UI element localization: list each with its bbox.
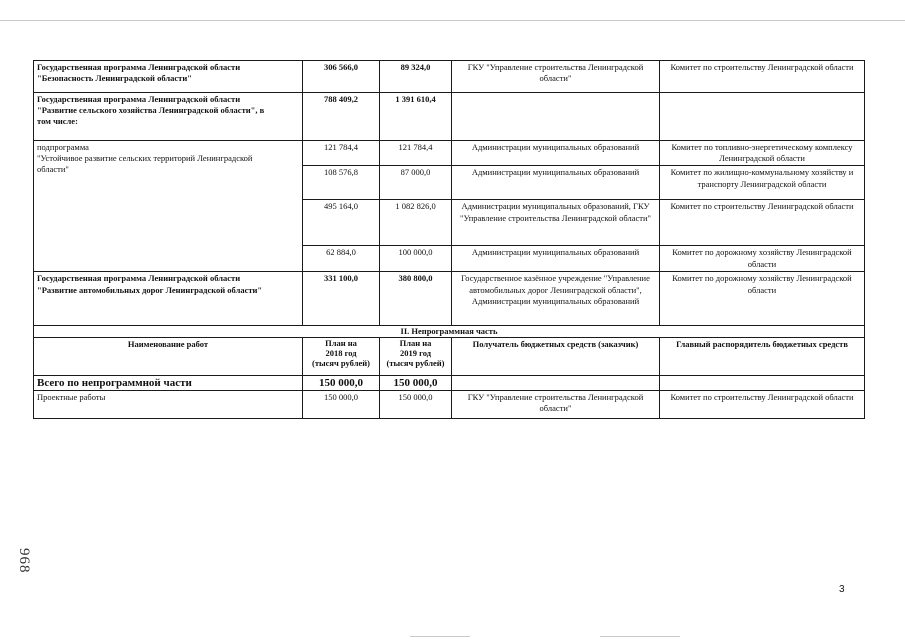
- program-name-line: Государственная программа Ленинградской области: [37, 62, 241, 72]
- plan-2019-cell: 150 000,0: [380, 391, 452, 419]
- plan-2019-cell: 121 784,4: [380, 141, 452, 166]
- total-plan-2018: 150 000,0: [303, 376, 380, 391]
- header-line: (тысяч рублей): [312, 358, 370, 369]
- budget-table: [33, 60, 865, 419]
- header-line: План на: [325, 338, 357, 349]
- side-stamp-number: 968: [16, 548, 32, 574]
- table-row: [34, 93, 865, 141]
- total-row: [34, 376, 865, 391]
- program-name-line: Государственная программа Ленинградской области: [37, 94, 241, 104]
- header-manager: Главный распорядитель бюджетных средств: [660, 338, 865, 376]
- manager-cell: Комитет по дорожному хозяйству Ленинградской области: [660, 246, 865, 272]
- recipient-cell: Государственное казённое учреждение "Управление автомобильных дорог Ленинградской области", Администрации муниципальных образований: [452, 272, 660, 326]
- header-line: (тысяч рублей): [386, 358, 445, 369]
- recipient-cell: ГКУ "Управление строительства Ленинградской области": [452, 61, 660, 93]
- plan-2018-cell: 150 000,0: [303, 391, 380, 419]
- manager-cell: Комитет по строительству Ленинградской области: [660, 391, 865, 419]
- subprogram-name-line: "Устойчивое развитие сельских территорий Ленинградской: [37, 153, 253, 164]
- manager-cell: Комитет по топливно-энергетическому комплексу Ленинградской области: [660, 141, 865, 166]
- program-name-cell: [34, 93, 303, 141]
- header-plan-2018: [303, 338, 380, 376]
- manager-cell: Комитет по жилищно-коммунальному хозяйству и транспорту Ленинградской области: [660, 166, 865, 200]
- header-line: 2019 год: [399, 348, 432, 359]
- project-name-cell: Проектные работы: [34, 391, 303, 419]
- program-name-line: "Развитие автомобильных дорог Ленинградской области": [37, 284, 263, 295]
- scan-artifact: [410, 636, 470, 637]
- plan-2018-cell: 306 566,0: [303, 61, 380, 93]
- scan-artifact: [600, 636, 680, 637]
- table-row: [34, 391, 865, 419]
- total-plan-2019: 150 000,0: [380, 376, 452, 391]
- plan-2018-cell: 788 409,2: [303, 93, 380, 141]
- page-number: 3: [839, 584, 845, 595]
- program-name-line: Государственная программа Ленинградской области: [37, 273, 241, 284]
- plan-2019-cell: 1 082 826,0: [380, 200, 452, 246]
- table-row: [34, 272, 865, 326]
- section-row: [34, 326, 865, 338]
- header-line: 2018 год: [325, 348, 357, 359]
- header-line: План на: [399, 338, 432, 349]
- manager-cell: Комитет по дорожному хозяйству Ленинградской области: [660, 272, 865, 326]
- plan-2018-cell: 495 164,0: [303, 200, 380, 246]
- plan-2018-cell: 331 100,0: [303, 272, 380, 326]
- manager-cell: Комитет по строительству Ленинградской области: [660, 200, 865, 246]
- plan-2019-cell: 87 000,0: [380, 166, 452, 200]
- subprogram-name-line: области": [37, 164, 69, 175]
- manager-cell: Комитет по строительству Ленинградской области: [660, 61, 865, 93]
- plan-2018-cell: 62 884,0: [303, 246, 380, 272]
- recipient-cell: Администрации муниципальных образований, ГКУ "Управление строительства Ленинградской области": [452, 200, 660, 246]
- total-recipient: [452, 376, 660, 391]
- plan-2019-cell: 89 324,0: [380, 61, 452, 93]
- recipient-cell: ГКУ "Управление строительства Ленинградской области": [452, 391, 660, 419]
- scan-artifact: [0, 20, 905, 21]
- recipient-cell: Администрации муниципальных образований: [452, 166, 660, 200]
- plan-2019-cell: 1 391 610,4: [380, 93, 452, 141]
- manager-cell: [660, 93, 865, 141]
- recipient-cell: [452, 93, 660, 141]
- program-name-line: "Развитие сельского хозяйства Ленинградской области", в: [37, 105, 265, 116]
- program-name-line: том числе:: [37, 116, 78, 127]
- header-row: [34, 338, 865, 376]
- table-row: [34, 141, 865, 166]
- section-title: II. Непрограммная часть: [34, 326, 865, 338]
- header-recipient: Получатель бюджетных средств (заказчик): [452, 338, 660, 376]
- plan-2019-cell: 380 800,0: [380, 272, 452, 326]
- total-label: Всего по непрограммной части: [34, 376, 303, 391]
- plan-2019-cell: 100 000,0: [380, 246, 452, 272]
- recipient-cell: Администрации муниципальных образований: [452, 141, 660, 166]
- subprogram-name-cell: [34, 141, 303, 272]
- recipient-cell: Администрации муниципальных образований: [452, 246, 660, 272]
- plan-2018-cell: 121 784,4: [303, 141, 380, 166]
- plan-2018-cell: 108 576,8: [303, 166, 380, 200]
- program-name-cell: [34, 272, 303, 326]
- subprogram-name-line: подпрограмма: [37, 142, 89, 152]
- header-name: Наименование работ: [34, 338, 303, 376]
- header-plan-2019: [380, 338, 452, 376]
- program-name-cell: [34, 61, 303, 93]
- table-row: [34, 61, 865, 93]
- total-manager: [660, 376, 865, 391]
- program-name-line: "Безопасность Ленинградской области": [37, 73, 192, 84]
